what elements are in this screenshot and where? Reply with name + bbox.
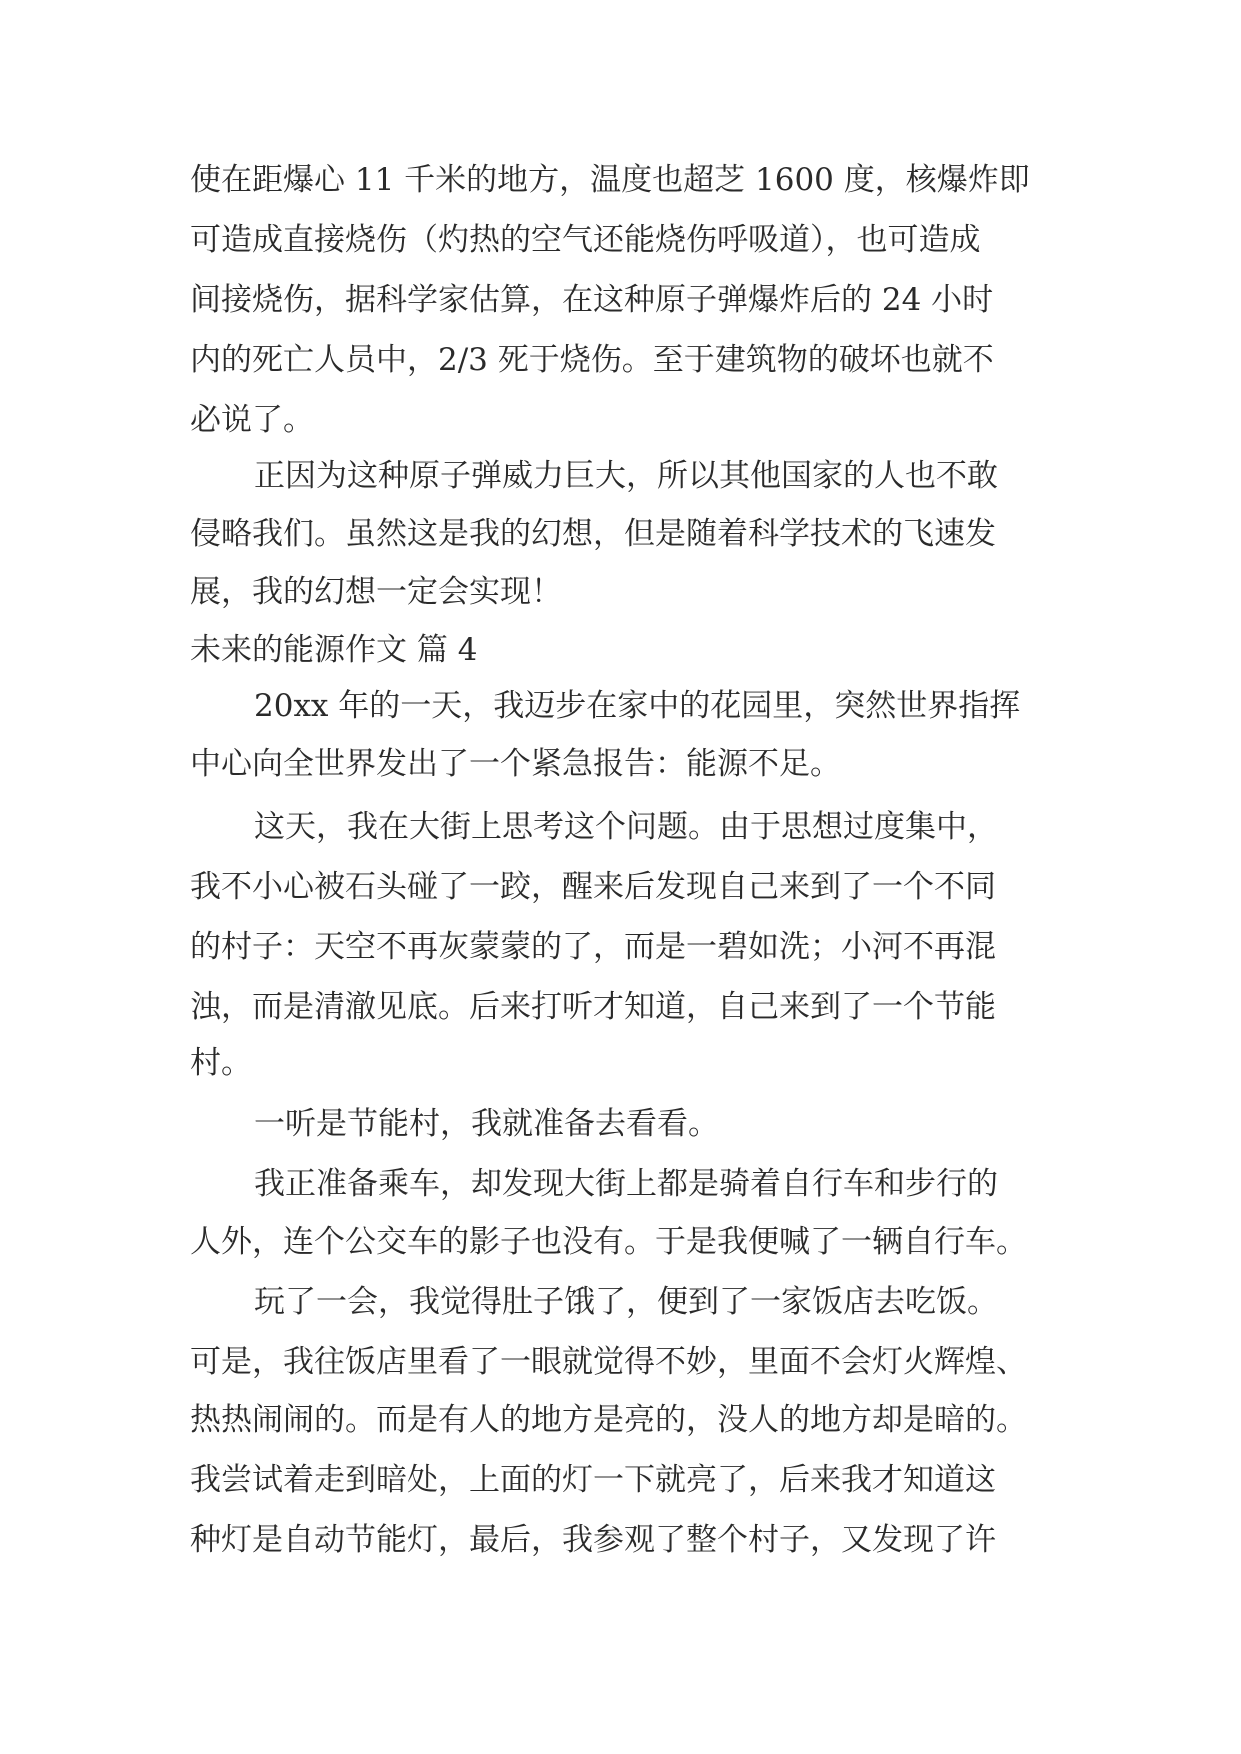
text-line: 必说了。 xyxy=(190,402,314,438)
paragraph-start-line: 正因为这种原子弹威力巨大，所以其他国家的人也不敢 xyxy=(254,458,998,494)
text-line: 间接烧伤，据科学家估算，在这种原子弹爆炸后的 24 小时 xyxy=(190,282,994,318)
text-line: 可造成直接烧伤（灼热的空气还能烧伤呼吸道），也可造成 xyxy=(190,222,981,258)
text-line: 内的死亡人员中，2/3 死于烧伤。至于建筑物的破坏也就不 xyxy=(190,342,994,378)
text-line: 人外，连个公交车的影子也没有。于是我便喊了一辆自行车。 xyxy=(190,1224,1027,1260)
text-line: 使在距爆心 11 千米的地方，温度也超芝 1600 度，核爆炸即 xyxy=(190,162,1030,198)
text-line: 展，我的幻想一定会实现！ xyxy=(190,574,562,610)
paragraph-start-line: 玩了一会，我觉得肚子饿了，便到了一家饭店去吃饭。 xyxy=(254,1284,998,1320)
paragraph-start-line: 20xx 年的一天，我迈步在家中的花园里，突然世界指挥 xyxy=(254,688,1021,724)
paragraph-start-line: 这天，我在大街上思考这个问题。由于思想过度集中， xyxy=(254,809,998,845)
text-line: 侵略我们。虽然这是我的幻想，但是随着科学技术的飞速发 xyxy=(190,516,996,552)
text-line: 我尝试着走到暗处，上面的灯一下就亮了，后来我才知道这 xyxy=(190,1462,996,1498)
text-line: 可是，我往饭店里看了一眼就觉得不妙，里面不会灯火辉煌、 xyxy=(190,1344,1027,1380)
text-line: 浊，而是清澈见底。后来打听才知道，自己来到了一个节能 xyxy=(190,989,996,1025)
text-line: 村。 xyxy=(190,1045,252,1081)
paragraph-start-line: 我正准备乘车，却发现大街上都是骑着自行车和步行的 xyxy=(254,1166,998,1202)
text-line: 热热闹闹的。而是有人的地方是亮的，没人的地方却是暗的。 xyxy=(190,1402,1027,1438)
text-line: 的村子：天空不再灰蒙蒙的了，而是一碧如洗；小河不再混 xyxy=(190,929,996,965)
text-line: 中心向全世界发出了一个紧急报告：能源不足。 xyxy=(190,746,841,782)
paragraph-start-line: 一听是节能村，我就准备去看看。 xyxy=(254,1106,719,1142)
text-line: 我不小心被石头碰了一跤，醒来后发现自己来到了一个不同 xyxy=(190,869,996,905)
text-line: 种灯是自动节能灯，最后，我参观了整个村子，又发现了许 xyxy=(190,1522,996,1558)
section-heading: 未来的能源作文 篇 4 xyxy=(190,632,478,668)
